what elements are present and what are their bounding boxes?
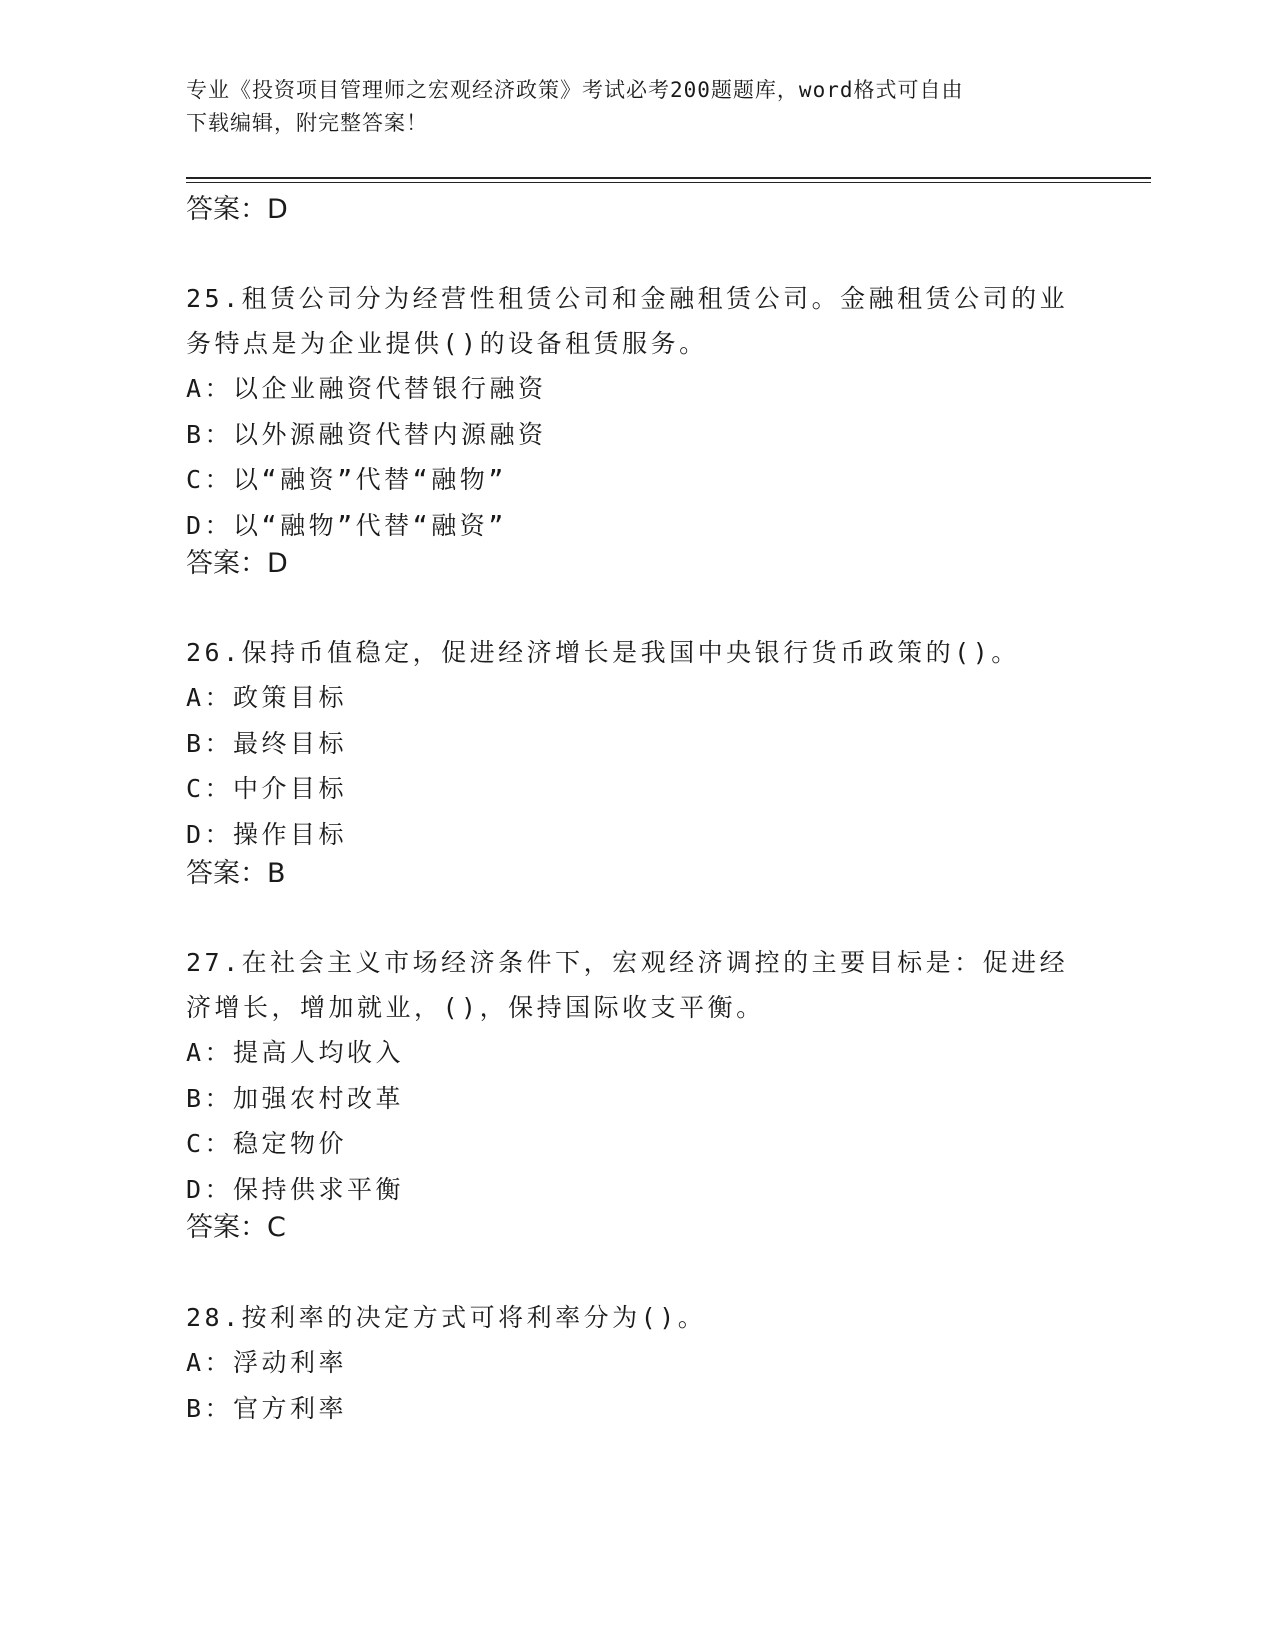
answer-27: 答案：C [186, 1212, 286, 1243]
question-25 [186, 276, 1086, 548]
question-27-option-a: A：提高人均收入 [186, 1038, 405, 1067]
document-header [186, 74, 1086, 140]
header-line-2: 下载编辑，附完整答案！ [186, 111, 428, 135]
question-26-stem-line-1: 26.保持币值稳定，促进经济增长是我国中央银行货币政策的()。 [186, 638, 1020, 667]
question-25-stem-line-1: 25.租赁公司分为经营性租赁公司和金融租赁公司。金融租赁公司的业 [186, 284, 1069, 313]
question-27-option-d: D：保持供求平衡 [186, 1174, 405, 1204]
question-25-option-b: B：以外源融资代替内源融资 [186, 419, 547, 449]
question-28 [186, 1295, 1086, 1431]
answer-24: 答案：D [186, 194, 288, 225]
question-25-option-d: D：以“融物”代替“融资” [186, 510, 507, 540]
question-27 [186, 940, 1086, 1212]
question-28-option-a: A：浮动利率 [186, 1348, 348, 1377]
question-27-stem-line-2: 济增长，增加就业，()，保持国际收支平衡。 [186, 993, 765, 1022]
question-26-option-c: C：中介目标 [186, 774, 348, 803]
question-27-option-b: B：加强农村改革 [186, 1083, 405, 1113]
question-28-stem-line-1: 28.按利率的决定方式可将利率分为()。 [186, 1303, 707, 1332]
question-27-option-c: C：稳定物价 [186, 1129, 348, 1158]
question-26-option-a: A：政策目标 [186, 683, 348, 712]
answer-26: 答案：B [186, 858, 286, 889]
question-28-option-b: B：官方利率 [186, 1393, 348, 1423]
header-line-1: 专业《投资项目管理师之宏观经济政策》考试必考200题题库，word格式可自由 [186, 78, 964, 102]
answer-25: 答案：D [186, 548, 288, 579]
question-26-option-d: D：操作目标 [186, 819, 348, 849]
question-27-stem-line-1: 27.在社会主义市场经济条件下，宏观经济调控的主要目标是：促进经 [186, 948, 1069, 977]
question-26-option-b: B：最终目标 [186, 728, 348, 758]
question-26 [186, 630, 1086, 857]
header-divider-thin [186, 182, 1151, 183]
question-25-option-c: C：以“融资”代替“融物” [186, 465, 507, 494]
header-divider-thick [186, 177, 1151, 179]
question-25-stem-line-2: 务特点是为企业提供()的设备租赁服务。 [186, 329, 708, 358]
question-25-option-a: A：以企业融资代替银行融资 [186, 374, 547, 403]
